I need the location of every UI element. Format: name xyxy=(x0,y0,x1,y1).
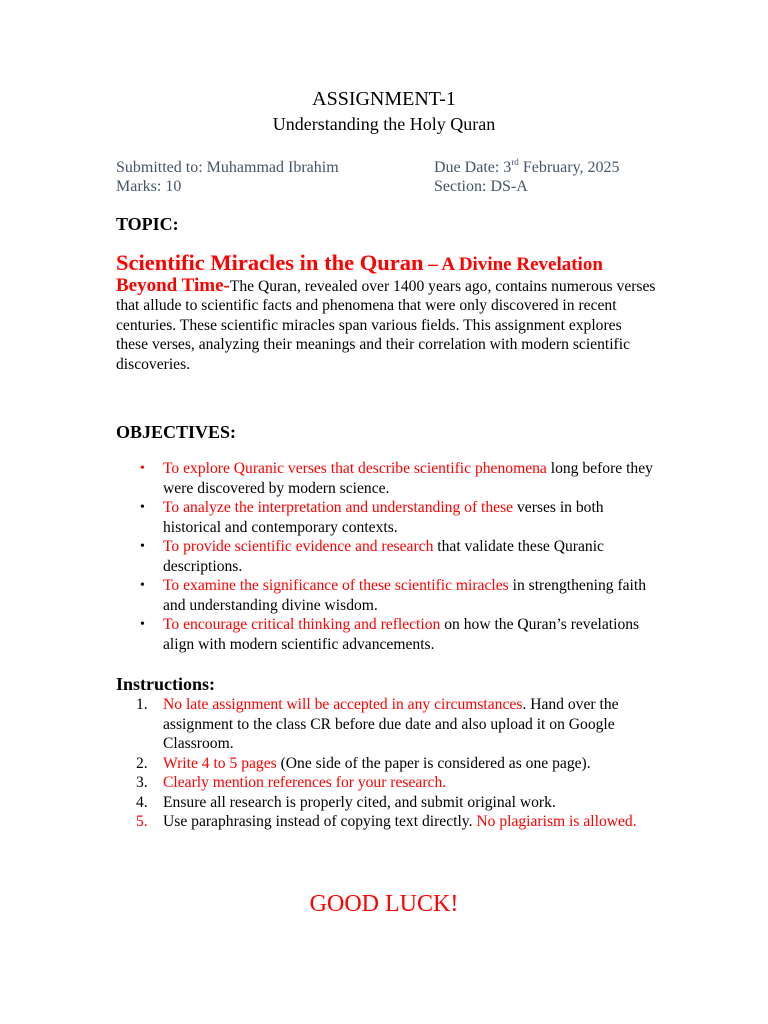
objective-item xyxy=(116,615,661,654)
assignment-title: ASSIGNMENT-1 xyxy=(312,88,456,110)
instruction-highlight: Clearly mention references for your research. xyxy=(163,774,447,791)
instruction-item xyxy=(116,754,661,774)
bullet-icon: • xyxy=(140,617,145,632)
good-luck-text: GOOD LUCK! xyxy=(309,891,459,917)
instruction-text: Ensure all research is properly cited, and submit original work. xyxy=(163,793,556,811)
objective-text: on how the Quran’s revelations align with modern scientific advancements. xyxy=(163,616,640,653)
instruction-text: (One side of the paper is considered as one page). xyxy=(276,754,591,772)
section: Section: DS-A xyxy=(434,178,528,195)
objective-text: in strengthening faith and understanding divine wisdom. xyxy=(163,577,647,614)
topic-heading: TOPIC: xyxy=(116,214,179,234)
objectives-list xyxy=(116,459,661,654)
instruction-number: 1. xyxy=(136,696,148,713)
instruction-item xyxy=(116,695,661,754)
topic-title-sub: – A Divine Revelation Beyond Time- xyxy=(116,254,603,296)
instruction-item xyxy=(116,812,661,832)
topic-title-main: Scientific Miracles in the Quran xyxy=(116,250,424,275)
instructions-list xyxy=(116,695,661,832)
objectives-heading: OBJECTIVES: xyxy=(116,422,237,442)
instruction-item xyxy=(116,793,661,813)
bullet-icon: • xyxy=(140,461,145,476)
instruction-number: 4. xyxy=(136,793,148,811)
instruction-item xyxy=(116,773,661,793)
topic-body: The Quran, revealed over 1400 years ago, contains numerous verses that allude to scientific facts and phenomena that were only discovered in recent centuries. These scientific miracles span various fields. This assignment explores these verses, analyzing their meanings and their correlation with modern scientific discoveries. xyxy=(116,277,656,373)
submitted-to: Submitted to: Muhammad Ibrahim xyxy=(116,159,339,176)
objective-item xyxy=(116,498,661,537)
instructions-heading: Instructions: xyxy=(116,674,216,694)
topic-paragraph xyxy=(116,250,656,374)
objective-item xyxy=(116,459,661,498)
instruction-warning: No plagiarism is allowed. xyxy=(476,813,637,830)
bullet-icon: • xyxy=(140,578,145,593)
bullet-icon: • xyxy=(140,500,145,515)
objective-item xyxy=(116,537,661,576)
instruction-number: 3. xyxy=(136,774,148,791)
bullet-icon: • xyxy=(140,539,145,554)
instruction-text: Use paraphrasing instead of copying text directly. xyxy=(163,813,477,830)
objective-text: that validate these Quranic descriptions. xyxy=(163,538,604,575)
objective-item xyxy=(116,576,661,615)
objective-text: long before they were discovered by modern science. xyxy=(163,460,653,497)
course-subtitle: Understanding the Holy Quran xyxy=(272,114,496,134)
due-date-suffix: February, 2025 xyxy=(518,159,620,176)
marks: Marks: 10 xyxy=(116,178,182,195)
instruction-highlight: No late assignment will be accepted in any circumstances xyxy=(163,696,523,713)
objective-highlight: To analyze the interpretation and understanding of these xyxy=(163,499,514,516)
objective-highlight: To provide scientific evidence and research xyxy=(163,538,434,555)
instruction-highlight: Write 4 to 5 pages xyxy=(163,754,277,772)
due-date-ordinal: rd xyxy=(511,156,519,167)
instruction-text: . Hand over the assignment to the class CR before due date and also upload it on Google Classroom. xyxy=(163,696,619,752)
due-date-prefix: Due Date: 3 xyxy=(434,159,512,176)
instruction-number: 2. xyxy=(136,754,148,772)
objective-highlight: To encourage critical thinking and reflection xyxy=(163,616,441,633)
objective-highlight: To explore Quranic verses that describe scientific phenomena xyxy=(163,460,547,477)
due-date xyxy=(434,158,620,177)
instruction-number: 5. xyxy=(136,813,148,830)
objective-highlight: To examine the significance of these scientific miracles xyxy=(163,577,509,594)
objective-text: verses in both historical and contemporary contexts. xyxy=(163,499,604,536)
